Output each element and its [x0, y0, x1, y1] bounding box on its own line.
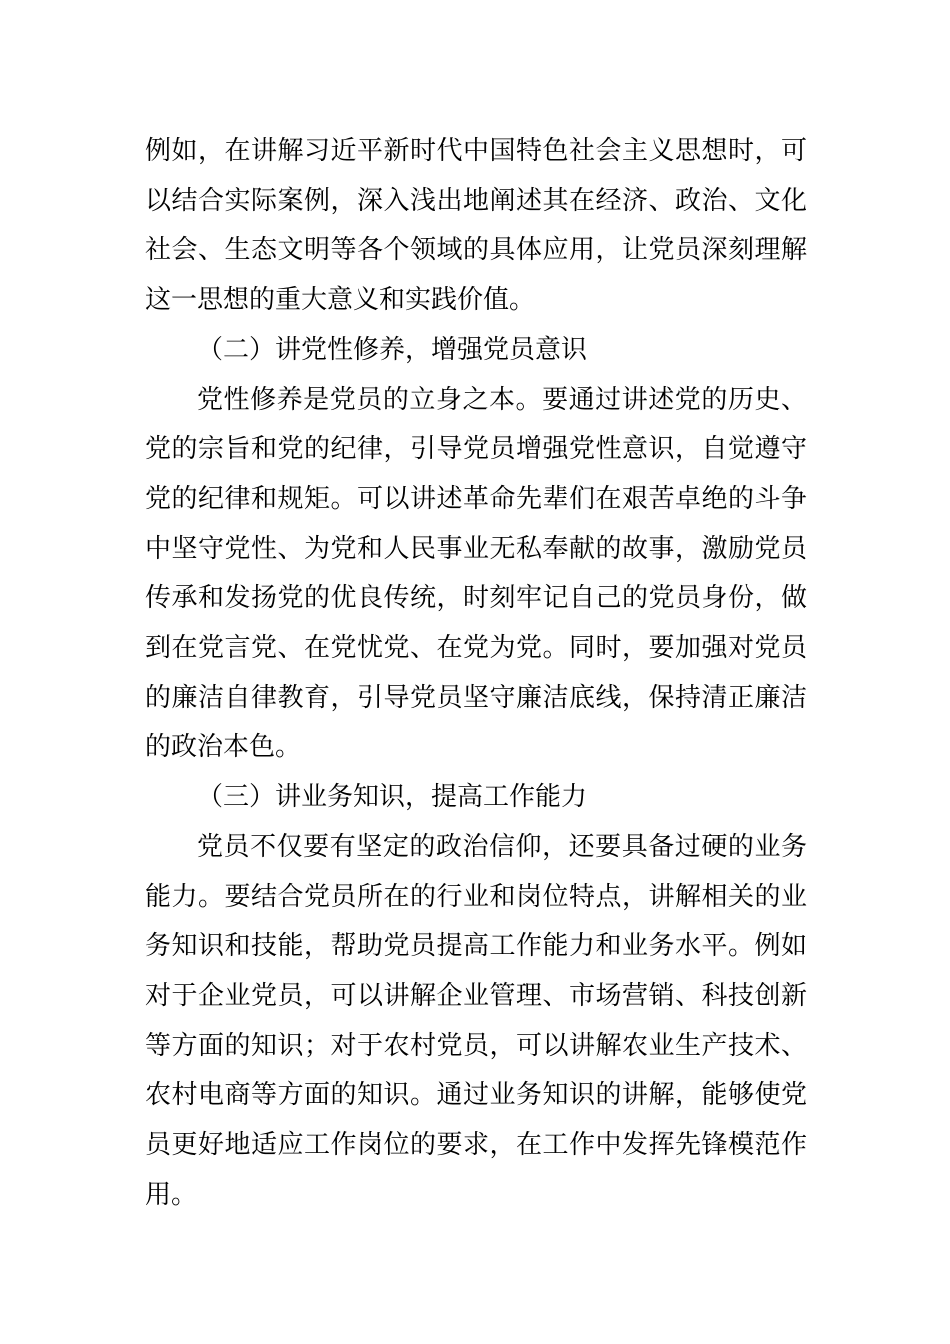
paragraph-business-knowledge: 党员不仅要有坚定的政治信仰，还要具备过硬的业务能力。要结合党员所在的行业和岗位特点，讲解相关的业务知识和技能，帮助党员提高工作能力和业务水平。例如对于企业党员，可以讲解企业管理、市场营销、科技创新等方面的知识；对于农村党员，可以讲解农业生产技术、农村电商等方面的知识。通过业务知识的讲解，能够使党员更好地适应工作岗位的要求，在工作中发挥先锋模范作用。: [145, 831, 807, 1210]
document-body: [145, 127, 807, 1220]
paragraph-party-spirit: 党性修养是党员的立身之本。要通过讲述党的历史、党的宗旨和党的纪律，引导党员增强党性意识，自觉遵守党的纪律和规矩。可以讲述革命先辈们在艰苦卓绝的斗争中坚守党性、为党和人民事业无私奉献的故事，激励党员传承和发扬党的优良传统，时刻牢记自己的党员身份，做到在党言党、在党忧党、在党为党。同时，要加强对党员的廉洁自律教育，引导党员坚守廉洁底线，保持清正廉洁的政治本色。: [145, 384, 807, 763]
section-heading-party-spirit: （二）讲党性修养，增强党员意识: [197, 334, 588, 365]
section-heading-business-knowledge: （三）讲业务知识，提高工作能力: [197, 782, 588, 813]
paragraph-intro-continuation: 例如，在讲解习近平新时代中国特色社会主义思想时，可以结合实际案例，深入浅出地阐述其在经济、政治、文化社会、生态文明等各个领域的具体应用，让党员深刻理解这一思想的重大意义和实践价值。: [145, 136, 807, 316]
